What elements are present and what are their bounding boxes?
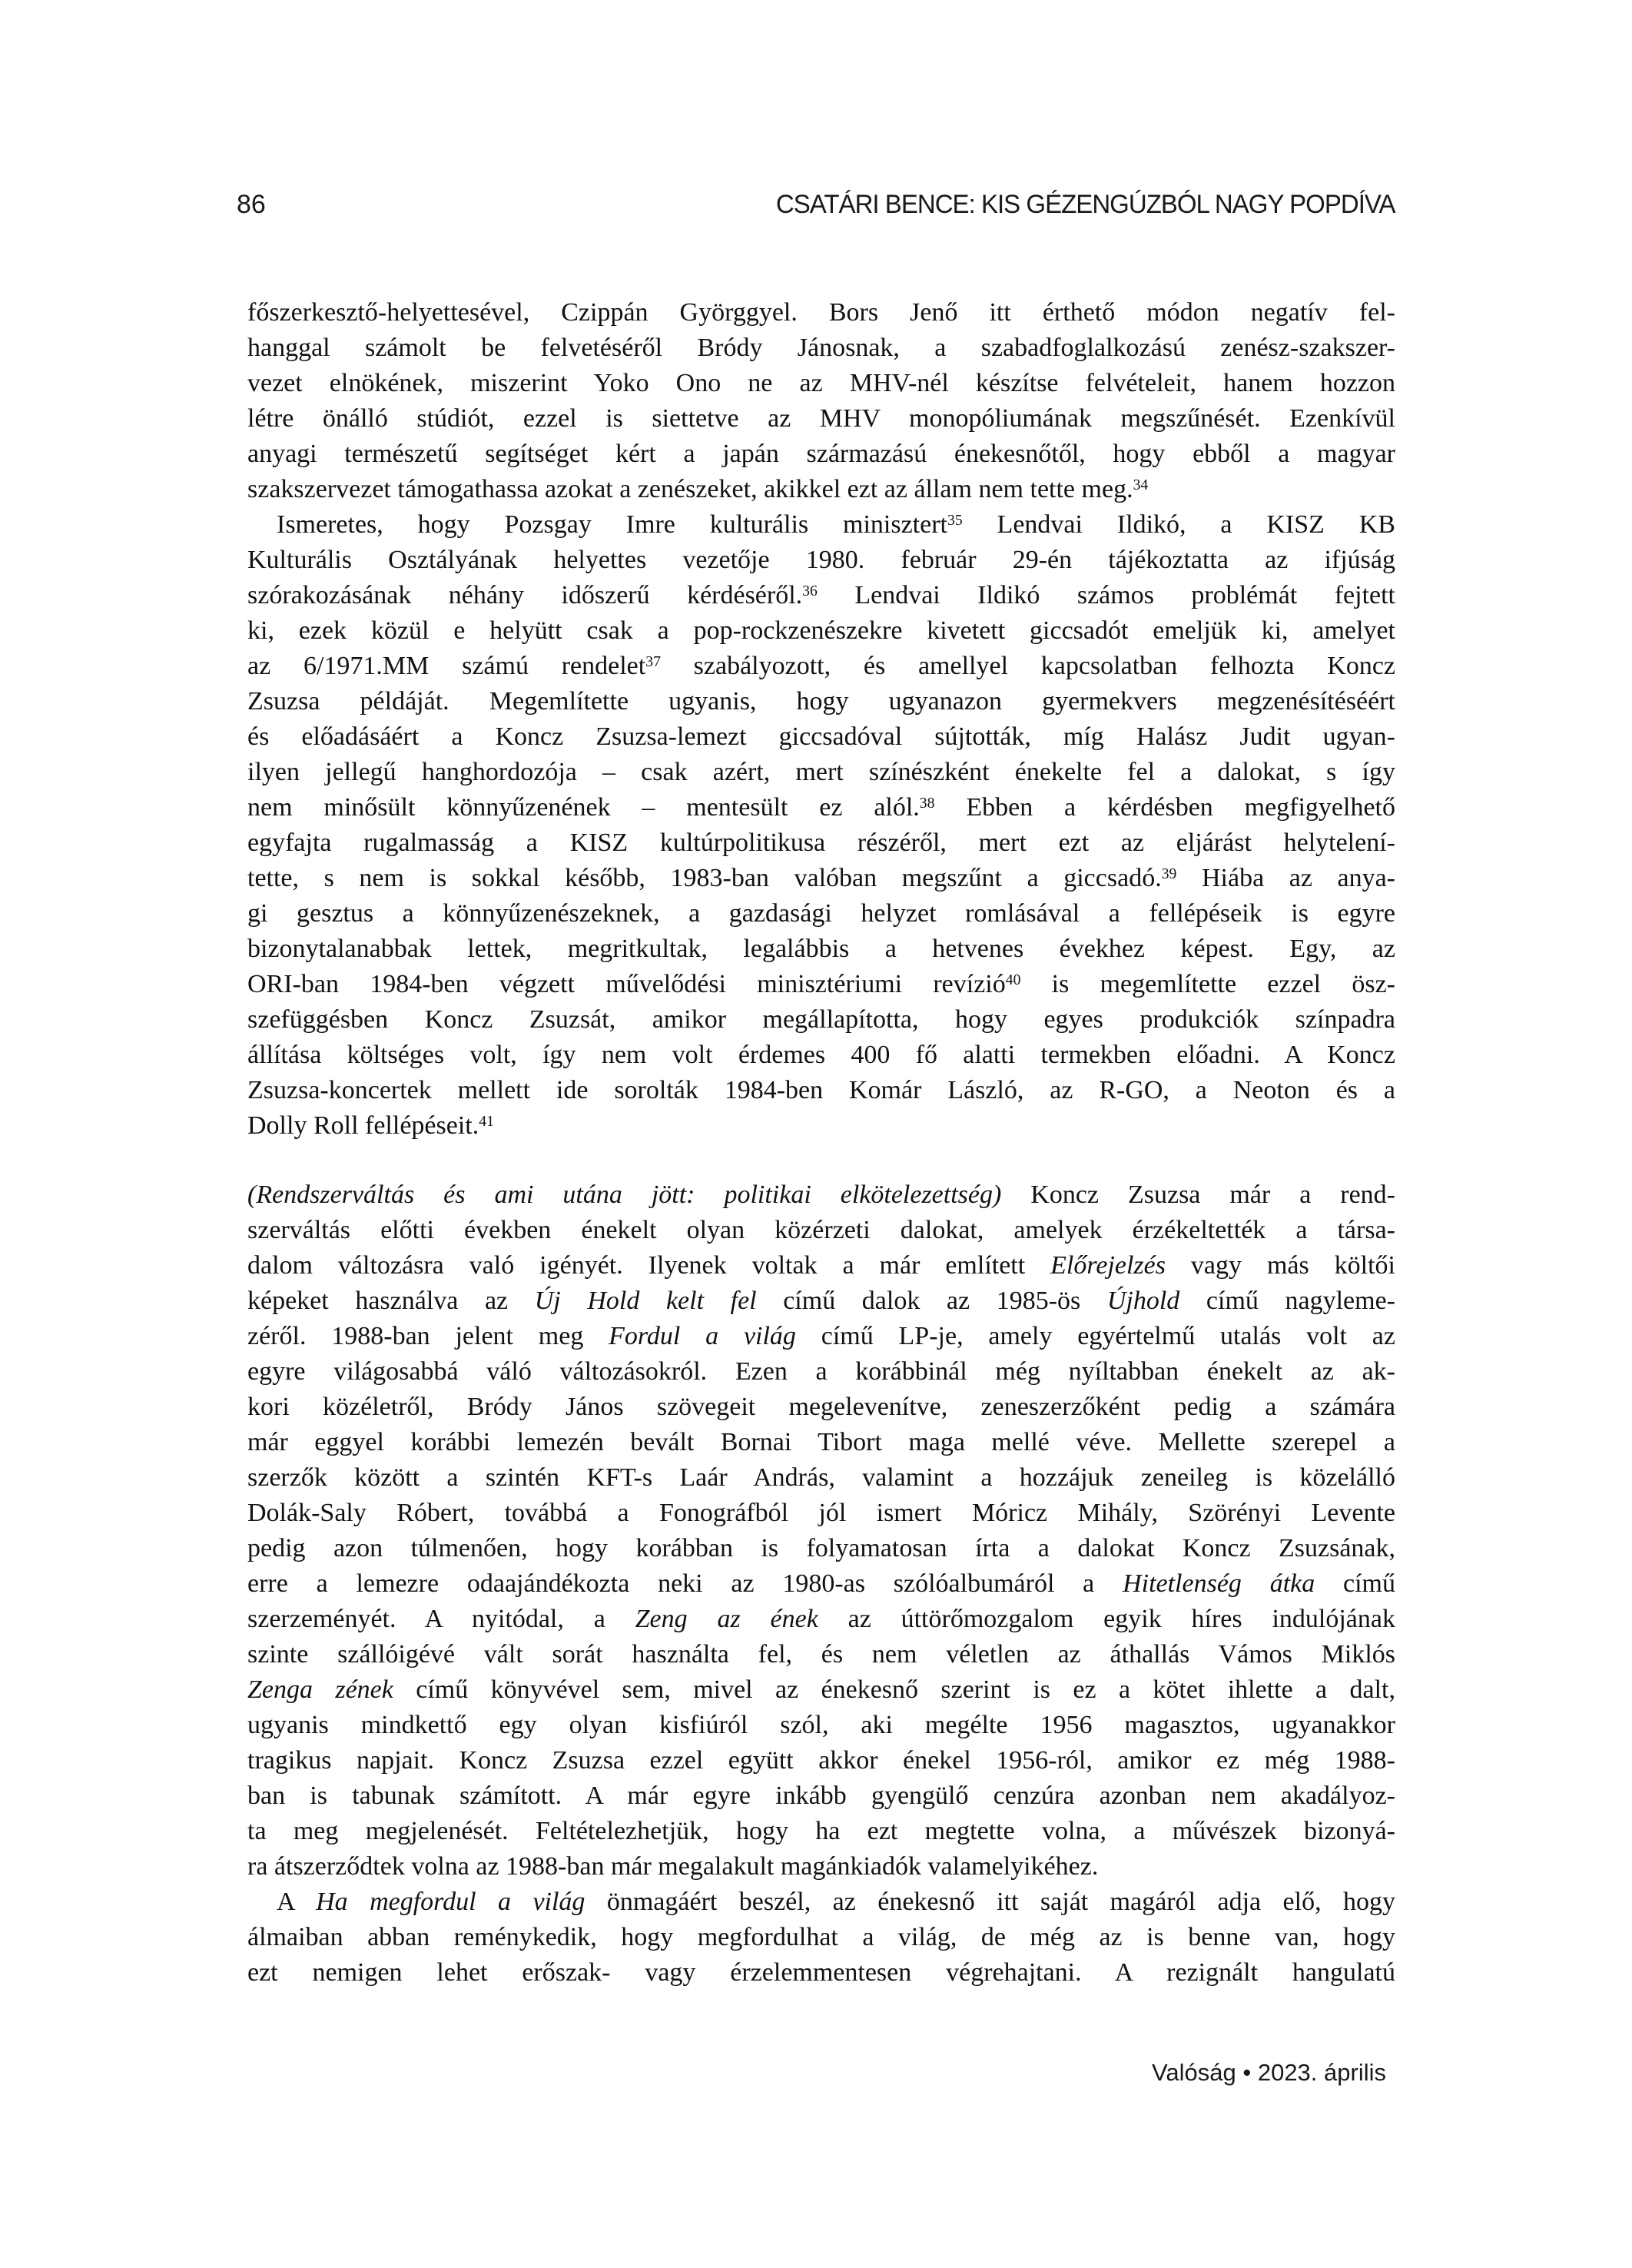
text-line	[247, 719, 1395, 755]
text-line	[247, 1920, 1395, 1955]
text-line	[247, 472, 1395, 507]
text-line	[247, 1460, 1395, 1496]
text-line	[247, 1248, 1395, 1283]
text-run: című könyvével sem, mivel az énekesnő szerint is ez a kötet ihlette a dalt,	[393, 1675, 1395, 1704]
italic-title: Hitetlenség átka	[1123, 1569, 1315, 1598]
text-line	[247, 1672, 1395, 1708]
text-run: szórakozásának néhány időszerű kérdéséről.	[247, 581, 803, 609]
text-run: Lendvai Ildikó, a KISZ KB	[962, 510, 1395, 539]
text-run: Zsuzsa példáját. Megemlítette ugyanis, hogy ugyanazon gyermekvers megzenésítéséért	[247, 687, 1395, 716]
text-run: szakszervezet támogathassa azokat a zenészeket, akikkel ezt az állam nem tette meg.	[247, 475, 1133, 503]
text-run: című	[1315, 1569, 1396, 1598]
footnote-ref: 39	[1161, 865, 1177, 882]
text-run: egyre világosabbá váló változásokról. Ezen a korábbinál még nyíltabban énekelt az ak-	[247, 1357, 1395, 1386]
text-line	[247, 1708, 1395, 1743]
text-line	[247, 1390, 1395, 1425]
text-line	[247, 1778, 1395, 1814]
text-line	[247, 1955, 1395, 1991]
text-line	[247, 1566, 1395, 1602]
text-line	[247, 790, 1395, 825]
text-line	[247, 330, 1395, 366]
text-run: tragikus napjait. Koncz Zsuzsa ezzel együtt akkor énekel 1956-ról, amikor ez még 1988-	[247, 1746, 1395, 1775]
text-run: című dalok az 1985-ös	[756, 1287, 1107, 1315]
text-line	[247, 755, 1395, 790]
text-line	[247, 1814, 1395, 1849]
text-line	[247, 437, 1395, 472]
footnote-ref: 40	[1005, 971, 1021, 988]
text-run: Ismeretes, hogy Pozsgay Imre kulturális minisztert	[277, 510, 947, 539]
page-footer	[1152, 2058, 1386, 2087]
text-run: tette, s nem is sokkal később, 1983-ban valóban megszűnt a giccsadó.	[247, 864, 1162, 892]
text-line	[247, 861, 1395, 896]
running-title: CSATÁRI BENCE: KIS GÉZENGÚZBÓL NAGY POPDÍVA	[775, 190, 1395, 219]
text-line	[247, 1319, 1395, 1354]
text-line	[247, 1108, 1395, 1144]
text-line	[247, 1637, 1395, 1672]
paragraph	[247, 295, 1395, 507]
text-run: Kulturális Osztályának helyettes vezetője 1980. február 29-én tájékoztatta az ifjúság	[247, 546, 1395, 574]
page-number: 86	[237, 190, 266, 219]
text-run: gi gesztus a könnyűzenészeknek, a gazdasági helyzet romlásával a fellépéseik is egyre	[247, 899, 1395, 928]
text-run: ki, ezek közül e helyütt csak a pop-rockzenészekre kivetett giccsadót emeljük ki, amelyet	[247, 616, 1395, 645]
italic-title: Újhold	[1106, 1287, 1180, 1315]
text-line	[247, 1425, 1395, 1460]
italic-title: Zeng az ének	[635, 1605, 818, 1633]
paragraph	[247, 507, 1395, 1144]
text-run: szinte szállóigévé vált sorát használta fel, és nem véletlen az áthallás Vámos Miklós	[247, 1640, 1395, 1669]
text-line	[247, 401, 1395, 437]
text-run: hanggal számolt be felvetéséről Bródy Jánosnak, a szabadfoglalkozású zenész-szakszer-	[247, 334, 1395, 362]
footnote-ref: 41	[479, 1112, 494, 1130]
text-run: című nagyleme-	[1179, 1287, 1395, 1315]
text-run: állítása költséges volt, így nem volt érdemes 400 fő alatti termekben előadni. A Koncz	[247, 1041, 1395, 1069]
text-run: ilyen jellegű hanghordozója – csak azért, mert színészként énekelte fel a dalokat, s így	[247, 758, 1395, 786]
text-run: ORI-ban 1984-ben végzett művelődési minisztériumi revízió	[247, 970, 1006, 998]
text-run: álmaiban abban reménykedik, hogy megfordulhat a világ, de még az is benne van, hogy	[247, 1923, 1395, 1951]
text-run: az 6/1971.MM számú rendelet	[247, 652, 646, 680]
footnote-ref: 36	[802, 582, 818, 599]
text-run: Dolák-Saly Róbert, továbbá a Fonográfból jól ismert Móricz Mihály, Szörényi Levente	[247, 1499, 1395, 1527]
text-line	[247, 896, 1395, 931]
text-run: Lendvai Ildikó számos problémát fejtett	[817, 581, 1395, 609]
text-line	[247, 1073, 1395, 1108]
text-run: anyagi természetű segítséget kért a japán származású énekesnőtől, hogy ebből a magyar	[247, 440, 1395, 468]
text-run: erre a lemezre odaajándékozta neki az 1980-as szólóalbumáról a	[247, 1569, 1123, 1598]
text-line	[247, 507, 1395, 543]
text-line	[247, 578, 1395, 613]
text-run: főszerkesztő-helyettesével, Czippán Györggyel. Bors Jenő itt érthető módon negatív fel-	[247, 298, 1395, 327]
text-run: zéről. 1988-ban jelent meg	[247, 1322, 609, 1350]
footnote-ref: 34	[1133, 476, 1149, 493]
text-run: kori közéletről, Bródy János szövegeit megelevenítve, zeneszerzőként pedig a számára	[247, 1393, 1395, 1421]
text-run: Ebben a kérdésben megfigyelhető	[934, 793, 1395, 822]
text-run: című LP-je, amely egyértelmű utalás volt az	[795, 1322, 1395, 1350]
text-run: ban is tabunak számított. A már egyre inkább gyengülő cenzúra azonban nem akadályoz-	[247, 1782, 1395, 1810]
text-line	[247, 613, 1395, 649]
text-run: vezet elnökének, miszerint Yoko Ono ne az MHV-nél készítse felvételeit, hanem hozzon	[247, 369, 1395, 397]
paragraph	[247, 1177, 1395, 1884]
text-run: pedig azon túlmenően, hogy korábban is folyamatosan írta a dalokat Koncz Zsuzsának,	[247, 1534, 1395, 1562]
text-line	[247, 1002, 1395, 1038]
text-run: ezt nemigen lehet erőszak- vagy érzelemmentesen végrehajtani. A rezignált hangulatú	[247, 1958, 1395, 1987]
text-line	[247, 543, 1395, 578]
text-line	[247, 1354, 1395, 1390]
text-run: létre önálló stúdiót, ezzel is siettetve az MHV monopóliumának megszűnését. Ezenkívül	[247, 404, 1395, 433]
text-run: szerváltás előtti években énekelt olyan közérzeti dalokat, amelyek érzékeltették a társa-	[247, 1216, 1395, 1244]
text-run: szerzeményét. A nyitódal, a	[247, 1605, 635, 1633]
text-run: Koncz Zsuzsa már a rend-	[1001, 1180, 1395, 1209]
text-line	[247, 295, 1395, 330]
text-run: bizonytalanabbak lettek, megritkultak, legalábbis a hetvenes évekhez képest. Egy, az	[247, 935, 1395, 963]
text-line	[247, 366, 1395, 401]
text-run: önmagáért beszél, az énekesnő itt saját magáról adja elő, hogy	[585, 1888, 1395, 1916]
footnote-ref: 35	[947, 511, 963, 529]
text-run: szerzők között a szintén KFT-s Laár András, valamint a hozzájuk zeneileg is közelálló	[247, 1463, 1395, 1492]
text-run: ta meg megjelenését. Feltételezhetjük, hogy ha ezt megtette volna, a művészek bizonyá-	[247, 1817, 1395, 1845]
text-run: A	[277, 1888, 317, 1916]
italic-title: Új Hold kelt fel	[534, 1287, 757, 1315]
text-line	[247, 967, 1395, 1002]
footnote-ref: 38	[919, 794, 935, 812]
text-line	[247, 1496, 1395, 1531]
text-run: már eggyel korábbi lemezén bevált Bornai Tibort maga mellé véve. Mellette szerepel a	[247, 1428, 1395, 1456]
text-run: képeket használva az	[247, 1287, 535, 1315]
text-run: egyfajta rugalmasság a KISZ kultúrpolitikusa részéről, mert ezt az eljárást helytelení-	[247, 829, 1395, 857]
text-line	[247, 649, 1395, 684]
text-line	[247, 684, 1395, 719]
text-run: és előadásáért a Koncz Zsuzsa-lemezt giccsadóval sújtották, míg Halász Judit ugyan-	[247, 722, 1395, 751]
text-run: ugyanis mindkettő egy olyan kisfiúról szól, aki megélte 1956 magasztos, ugyanakkor	[247, 1711, 1395, 1739]
text-run: nem minősült könnyűzenének – mentesült ez alól.	[247, 793, 920, 822]
text-line	[247, 1283, 1395, 1319]
journal-footer-text: Valóság • 2023. április	[1152, 2059, 1386, 2086]
text-line	[247, 1177, 1395, 1213]
text-line	[247, 1038, 1395, 1073]
italic-title: Ha megfordul a világ	[316, 1888, 585, 1916]
text-line	[247, 1531, 1395, 1566]
text-line	[247, 1213, 1395, 1248]
italic-title: Fordul a világ	[609, 1322, 796, 1350]
italic-title: Előrejelzés	[1050, 1251, 1166, 1280]
text-run: Zsuzsa-koncertek mellett ide sorolták 1984-ben Komár László, az R-GO, a Neoton és a	[247, 1076, 1395, 1104]
text-run: az úttörőmozgalom egyik híres indulójának	[818, 1605, 1395, 1633]
text-run: Dolly Roll fellépéseit.	[247, 1111, 479, 1140]
text-run: vagy más költői	[1165, 1251, 1395, 1280]
text-run: dalom változásra való igényét. Ilyenek voltak a már említett	[247, 1251, 1051, 1280]
text-run: Hiába az anya-	[1176, 864, 1395, 892]
text-run: szefüggésben Koncz Zsuzsát, amikor megállapította, hogy egyes produkciók színpadra	[247, 1005, 1395, 1034]
text-run: is megemlítette ezzel ösz-	[1020, 970, 1395, 998]
page-header	[237, 189, 1395, 220]
text-line	[247, 1602, 1395, 1637]
footnote-ref: 37	[645, 653, 661, 670]
text-run: szabályozott, és amellyel kapcsolatban felhozta Koncz	[660, 652, 1395, 680]
text-line	[247, 1743, 1395, 1778]
text-line	[247, 931, 1395, 967]
italic-title: (Rendszerváltás és ami utána jött: politikai elkötelezettség)	[247, 1180, 1002, 1209]
paragraph	[247, 1884, 1395, 1991]
text-line	[247, 1884, 1395, 1920]
text-line	[247, 1849, 1395, 1884]
page-body	[247, 295, 1395, 1991]
text-run: ra átszerződtek volna az 1988-ban már megalakult magánkiadók valamelyikéhez.	[247, 1852, 1099, 1881]
text-line	[247, 825, 1395, 861]
italic-title: Zenga zének	[247, 1675, 393, 1704]
